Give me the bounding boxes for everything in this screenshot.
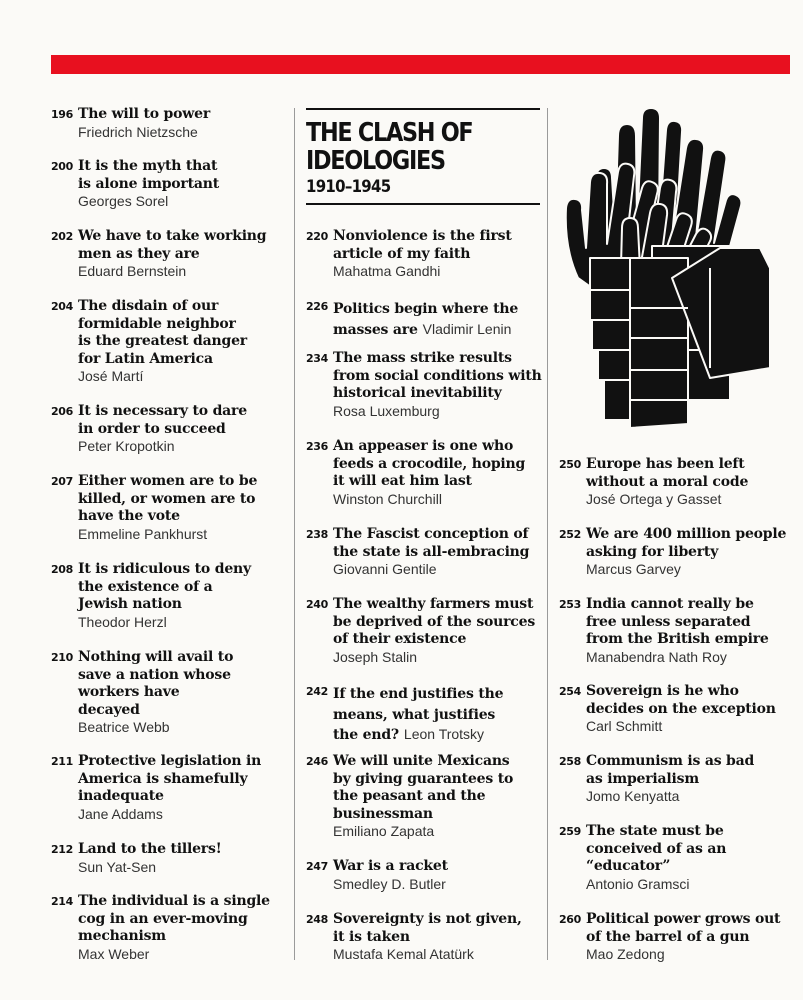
page-number: 252	[558, 528, 581, 541]
page-number: 248	[305, 913, 328, 926]
entry-author: Beatrice Webb	[78, 719, 170, 735]
entry-author: Giovanni Gentile	[333, 561, 437, 577]
entry-title: Sovereign is he who decides on the exception	[586, 683, 776, 717]
toc-entry[interactable]	[305, 683, 504, 745]
toc-entry[interactable]	[305, 526, 530, 579]
toc-entry[interactable]	[558, 823, 727, 893]
page-number: 208	[50, 563, 73, 576]
entry-author: Leon Trotsky	[403, 726, 485, 742]
entry-author: Jomo Kenyatta	[586, 788, 680, 804]
page-number: 202	[50, 230, 73, 243]
entry-title: War is a racket	[333, 858, 448, 874]
entry-author: Marcus Garvey	[586, 561, 681, 577]
entry-title: Politics begin where the masses are	[333, 301, 519, 338]
entry-author: Friedrich Nietzsche	[78, 123, 198, 140]
entry-title: The Fascist conception of the state is all-embracing	[333, 526, 530, 560]
toc-entry[interactable]	[305, 228, 512, 281]
toc-entry[interactable]	[305, 596, 536, 666]
page-number: 206	[50, 405, 73, 418]
entry-title: Sovereignty is not given, it is taken	[333, 911, 522, 945]
toc-entry[interactable]	[558, 683, 776, 736]
entry-title: Nothing will avail to save a nation whose workers have decayed	[78, 649, 234, 718]
toc-entry[interactable]	[305, 858, 448, 893]
page-number: 214	[50, 895, 73, 908]
entry-title: Either women are to be killed, or women are to have the vote	[78, 473, 258, 524]
entry-author: Smedley D. Butler	[333, 875, 446, 892]
page-number: 247	[305, 860, 328, 873]
toc-entry[interactable]	[558, 911, 781, 964]
entry-title: The mass strike results from social conditions with historical inevitability	[333, 350, 542, 401]
toc-entry[interactable]	[50, 228, 267, 281]
toc-entry[interactable]	[305, 350, 542, 420]
entry-author: Peter Kropotkin	[78, 438, 175, 454]
toc-entry[interactable]	[305, 298, 519, 339]
entry-title: The state must be conceived of as an “educator”	[586, 823, 727, 874]
page-number: 211	[50, 755, 73, 768]
entry-author: Eduard Bernstein	[78, 263, 187, 279]
toc-entry[interactable]	[558, 456, 749, 509]
entry-title: The disdain of our formidable neighbor is the greatest danger for Latin America	[78, 298, 247, 367]
entry-author: Theodor Herzl	[78, 613, 167, 630]
section-years: 1910–1945	[306, 177, 391, 197]
column-divider	[547, 108, 548, 960]
toc-entry[interactable]	[558, 526, 787, 579]
toc-entry[interactable]	[305, 911, 522, 964]
raised-hands-illustration	[560, 108, 790, 438]
entry-author: José Martí	[78, 368, 144, 384]
entry-author: Emiliano Zapata	[333, 823, 435, 839]
header-red-bar	[51, 55, 790, 74]
page-number: 238	[305, 528, 328, 541]
toc-entry[interactable]	[50, 649, 234, 737]
page-number: 200	[50, 160, 73, 173]
entry-author: Mahatma Gandhi	[333, 263, 441, 279]
entry-author: Rosa Luxemburg	[333, 402, 440, 419]
entry-author: Joseph Stalin	[333, 648, 418, 665]
page-number: 226	[305, 300, 328, 313]
entry-title: The wealthy farmers must be deprived of the sources of their existence	[333, 596, 536, 647]
entry-title: It is the myth that is alone important	[78, 158, 219, 192]
page-number: 260	[558, 913, 581, 926]
toc-entry[interactable]	[50, 298, 247, 386]
entry-author: José Ortega y Gasset	[586, 491, 722, 507]
entry-author: Jane Addams	[78, 805, 163, 822]
toc-entry[interactable]	[50, 158, 219, 211]
entry-author: Carl Schmitt	[586, 718, 663, 734]
entry-title: India cannot really be free unless separated from the British empire	[586, 596, 769, 647]
entry-author: Winston Churchill	[333, 490, 442, 507]
toc-entry[interactable]	[50, 473, 258, 543]
entry-title: The individual is a single cog in an ever-moving mechanism	[78, 893, 270, 944]
entry-author: Georges Sorel	[78, 193, 169, 209]
page-number: 204	[50, 300, 73, 313]
page-number: 236	[305, 440, 328, 453]
page-number: 254	[558, 685, 581, 698]
page-number: 196	[50, 108, 73, 121]
section-heading	[306, 108, 540, 205]
toc-entry[interactable]	[50, 893, 270, 963]
heading-rule-bottom	[306, 203, 540, 205]
entry-title: We are 400 million people asking for liberty	[586, 526, 787, 560]
toc-entry[interactable]	[50, 841, 222, 876]
entry-author: Vladimir Lenin	[422, 320, 512, 337]
page-number: 210	[50, 651, 73, 664]
entry-title: Protective legislation in America is shamefully inadequate	[78, 753, 262, 804]
entry-title: It is necessary to dare in order to succeed	[78, 403, 247, 437]
toc-entry[interactable]	[305, 753, 514, 841]
page-number: 207	[50, 475, 73, 488]
entry-title: Communism is as bad as imperialism	[586, 753, 755, 787]
heading-rule-top	[306, 108, 540, 110]
entry-author: Emmeline Pankhurst	[78, 525, 208, 542]
entry-author: Manabendra Nath Roy	[586, 648, 727, 665]
toc-entry[interactable]	[305, 438, 526, 508]
toc-entry[interactable]	[50, 753, 262, 823]
entry-title: Nonviolence is the first article of my faith	[333, 228, 512, 262]
entry-title: It is ridiculous to deny the existence of a Jewish nation	[78, 561, 251, 612]
page-number: 259	[558, 825, 581, 838]
page-number: 253	[558, 598, 581, 611]
page-number: 242	[305, 685, 328, 698]
entry-author: Mao Zedong	[586, 946, 665, 962]
toc-entry[interactable]	[50, 106, 210, 141]
entry-title: We have to take working men as they are	[78, 228, 267, 262]
page-number: 240	[305, 598, 328, 611]
entry-author: Antonio Gramsci	[586, 875, 690, 892]
page-number: 258	[558, 755, 581, 768]
entry-author: Max Weber	[78, 945, 150, 962]
page-number: 212	[50, 843, 73, 856]
entry-title: The will to power	[78, 106, 210, 122]
toc-entry[interactable]	[50, 403, 247, 456]
entry-title: Land to the tillers!	[78, 841, 222, 857]
page-number: 234	[305, 352, 328, 365]
entry-title: An appeaser is one who feeds a crocodile, hoping it will eat him last	[333, 438, 526, 489]
entry-title: If the end justifies the means, what justifies the end?	[333, 686, 504, 743]
column-divider	[294, 108, 295, 960]
entry-title: We will unite Mexicans by giving guarantees to the peasant and the businessman	[333, 753, 514, 822]
toc-entry[interactable]	[50, 561, 251, 631]
entry-title: Europe has been left without a moral code	[586, 456, 749, 490]
entry-author: Mustafa Kemal Atatürk	[333, 946, 474, 962]
page-number: 250	[558, 458, 581, 471]
entry-title: Political power grows out of the barrel of a gun	[586, 911, 781, 945]
toc-entry[interactable]	[558, 753, 755, 806]
toc-entry[interactable]	[558, 596, 769, 666]
entry-author: Sun Yat-Sen	[78, 858, 157, 875]
page-number: 246	[305, 755, 328, 768]
section-title: THE CLASH OF IDEOLOGIES	[306, 118, 473, 176]
page-number: 220	[305, 230, 328, 243]
